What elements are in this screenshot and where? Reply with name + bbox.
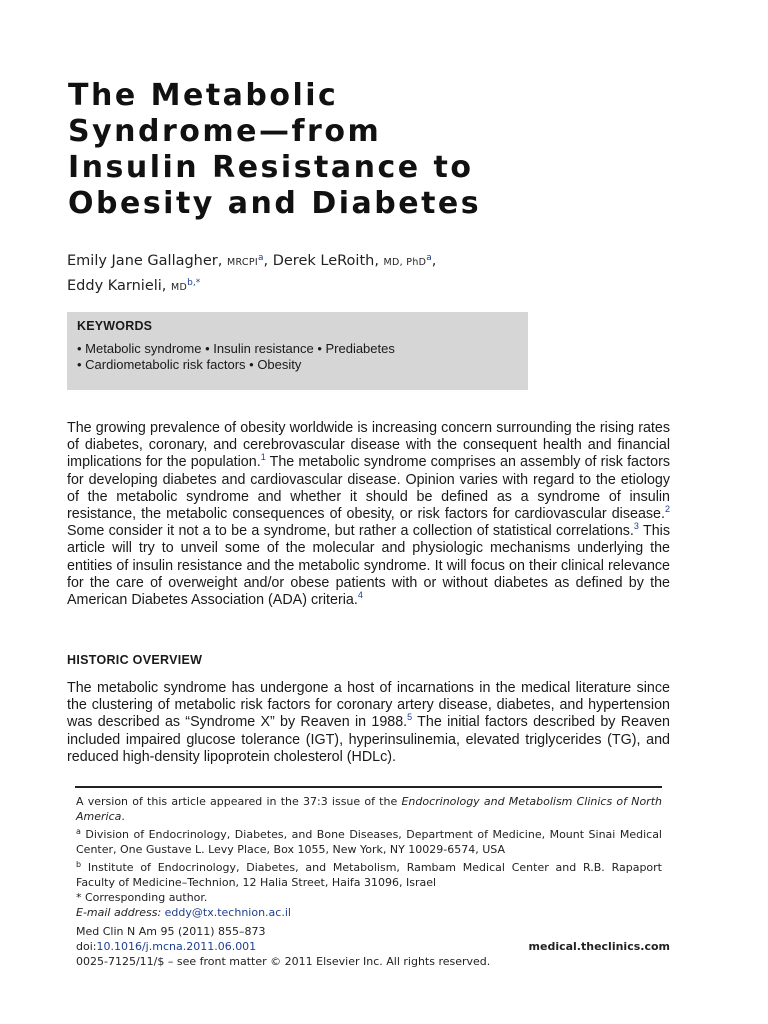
email-label: E-mail address:	[76, 906, 165, 919]
affiliation-b	[76, 857, 662, 890]
affiliation-mark: b	[76, 860, 82, 869]
email-line	[76, 905, 662, 920]
reference-link[interactable]: 3	[633, 521, 639, 532]
journal-info	[76, 924, 670, 969]
email-link[interactable]: eddy@tx.technion.ac.il	[164, 906, 291, 919]
intro-paragraph	[67, 420, 670, 609]
affiliation-mark: a	[76, 827, 81, 836]
title-line: Syndrome—from	[68, 114, 382, 149]
reference-link[interactable]: 1	[260, 452, 266, 463]
paragraph-text: This article will try to unveil some of the molecular and physiologic mechanisms underlying the entities of insulin resistance and the metabolic syndrome. It will focus on their clinical relevance for the care of overweight and/or obese patients with or without diabetes as defined by the American Diabetes Association (ADA) criteria.	[67, 523, 670, 609]
historic-paragraph	[67, 680, 670, 766]
journal-name: Endocrinology and Metabolism Clinics of North America	[76, 795, 662, 823]
section-heading: HISTORIC OVERVIEW	[67, 653, 203, 667]
version-note	[76, 794, 662, 824]
paragraph-text: The metabolic syndrome has undergone a host of incarnations in the medical literature since the clustering of metabolic risk factors for coronary artery disease, diabetes, and hypertension was described as “Syndrome X” by Reaven in 1988.	[67, 680, 670, 731]
paragraph-text: The growing prevalence of obesity worldwide is increasing concern surrounding the rising rates of diabetes, coronary, and cerebrovascular disease with the consequent health and financial implications for the population.	[67, 420, 670, 471]
doi-label: doi:	[76, 940, 97, 953]
reference-link[interactable]: 4	[357, 590, 363, 601]
author-degree: MRCPI	[226, 257, 258, 268]
citation-line: Med Clin N Am 95 (2011) 855–873	[76, 925, 266, 938]
keywords-line: • Cardiometabolic risk factors • Obesity	[77, 357, 302, 372]
reference-link[interactable]: 5	[407, 712, 413, 723]
author-name: , Derek LeRoith,	[263, 253, 379, 269]
doi-link[interactable]: 10.1016/j.mcna.2011.06.001	[96, 940, 257, 953]
author-list	[67, 248, 547, 298]
site-link[interactable]: medical.theclinics.com	[528, 940, 670, 953]
title-line: Obesity and Diabetes	[68, 186, 482, 221]
affiliation-link[interactable]: b,*	[187, 278, 201, 288]
reference-link[interactable]: 2	[664, 504, 670, 515]
author-degree: MD, PhD	[383, 257, 427, 268]
keywords-box	[67, 312, 528, 390]
affiliation-a	[76, 824, 662, 857]
author-degree: MD	[171, 282, 188, 293]
article-title	[68, 78, 481, 222]
footnote-text: A version of this article appeared in the 37:3 issue of the	[76, 795, 402, 808]
paragraph-text: The metabolic syndrome comprises an assembly of risk factors for developing diabetes and cardiovascular disease. Opinion varies with regard to the etiology of the metabolic syndrome and whether it should be defined as a syndrome of insulin resistance, the metabolic consequences of obesity, or risk factors for cardiovascular disease.	[67, 454, 670, 523]
footnote-text: Division of Endocrinology, Diabetes, and Bone Diseases, Department of Medicine, Mount Sinai Medical Center, One Gustave L. Levy Place, Box 1055, New York, NY 10029-6574, USA	[76, 828, 662, 856]
paragraph-text: The initial factors described by Reaven included impaired glucose tolerance (IGT), hyperinsulinemia, elevated triglycerides (TG), and reduced high-density lipoprotein cholesterol (HDLc).	[67, 714, 670, 765]
paragraph-text: Some consider it not a to be a syndrome, but rather a collection of statistical correlations.	[67, 523, 634, 540]
copyright-line: 0025-7125/11/$ – see front matter © 2011 Elsevier Inc. All rights reserved.	[76, 955, 491, 968]
footnotes	[76, 794, 662, 920]
author-name: Eddy Karnieli,	[67, 278, 167, 294]
author-name: Emily Jane Gallagher,	[67, 253, 223, 269]
affiliation-link[interactable]: a	[257, 253, 264, 263]
keywords-line: • Metabolic syndrome • Insulin resistance • Prediabetes	[77, 341, 395, 356]
footnote-divider	[75, 786, 662, 788]
footnote-text: Institute of Endocrinology, Diabetes, and Metabolism, Rambam Medical Center and R.B. Rapaport Faculty of Medicine–Technion, 12 Halia Street, Haifa 31096, Israel	[76, 861, 662, 889]
corresponding-author: * Corresponding author.	[76, 891, 208, 904]
affiliation-link[interactable]: a	[426, 253, 432, 263]
keywords-heading: KEYWORDS	[77, 319, 153, 333]
footnote-text: .	[121, 810, 125, 823]
author-separator: ,	[431, 253, 437, 269]
doi-line	[76, 939, 670, 954]
title-line: The Metabolic	[68, 78, 339, 113]
title-line: Insulin Resistance to	[68, 150, 474, 185]
